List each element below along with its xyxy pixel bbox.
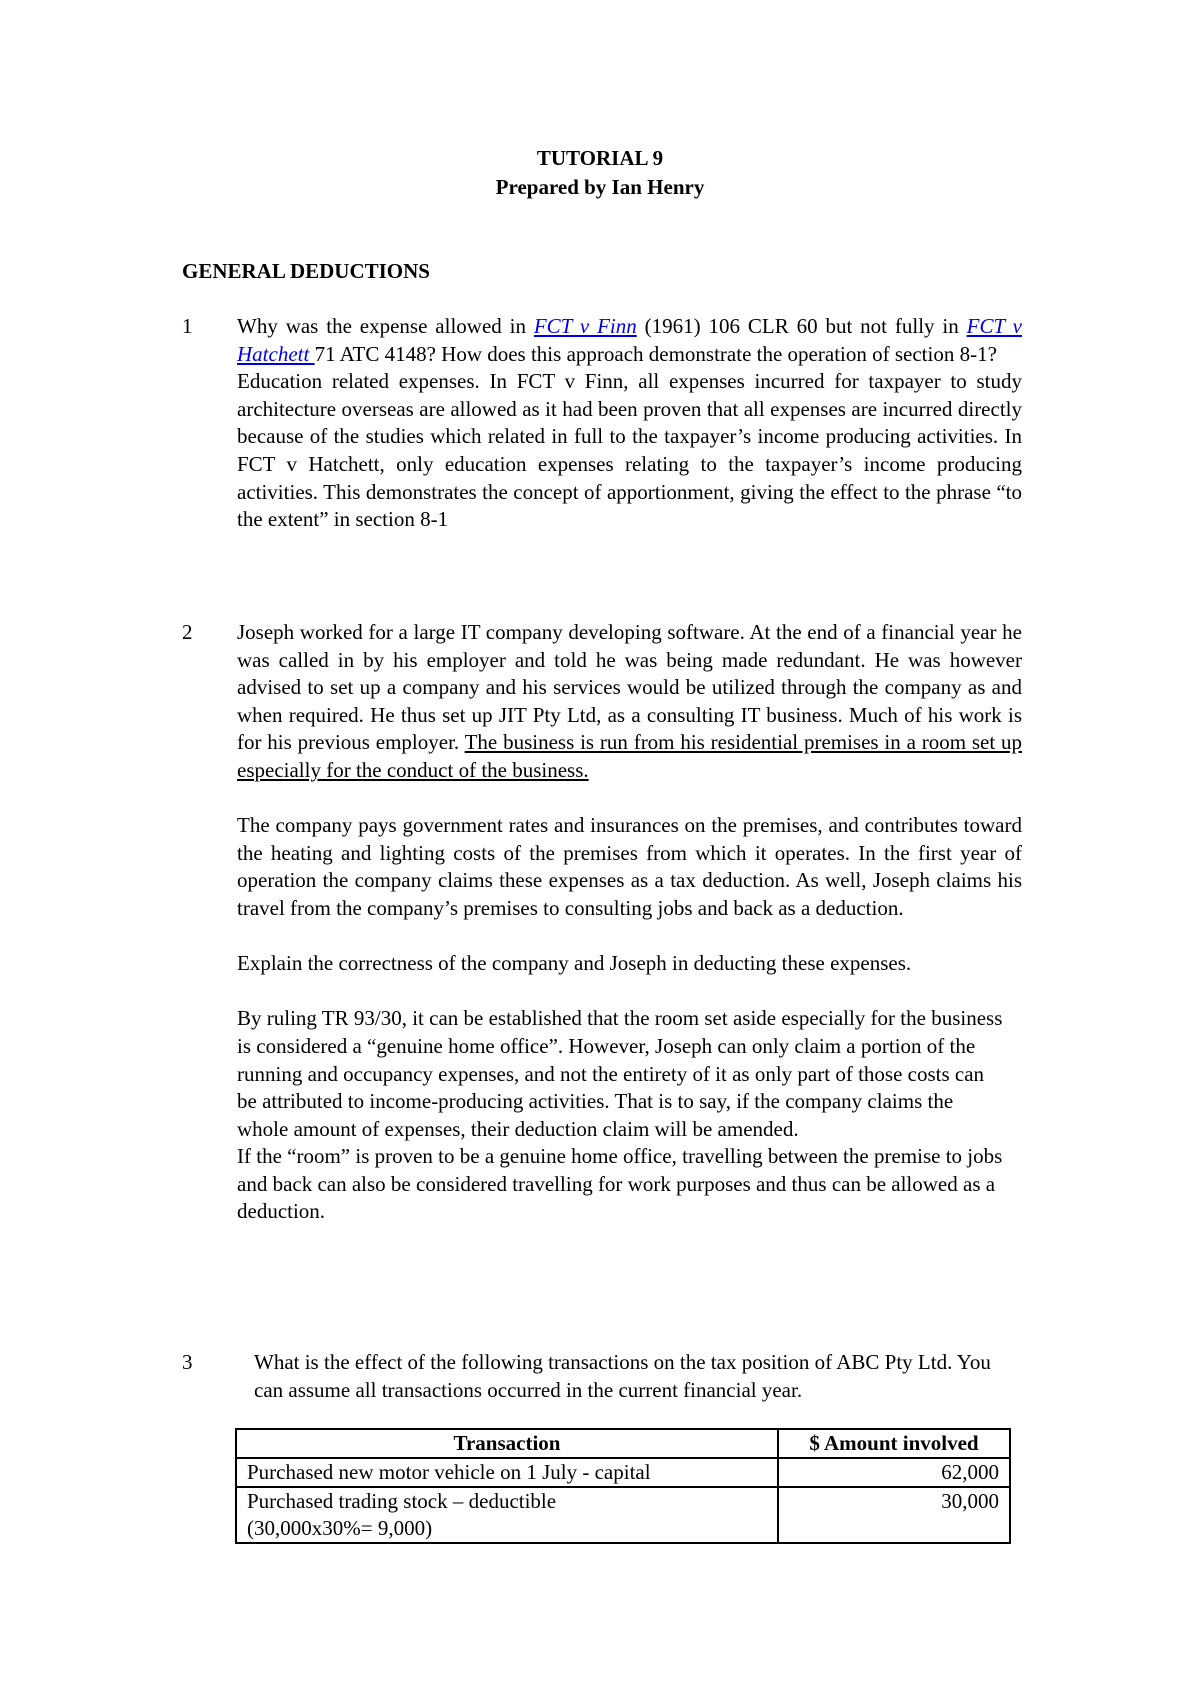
section-heading: GENERAL DEDUCTIONS: [182, 259, 430, 283]
amount-cell: 62,000: [778, 1458, 1010, 1487]
question-2-para-1-underlined: The business is run from his residential premises in a room set up especially for the conduct of the business.: [237, 730, 1022, 782]
question-2-para-1: [237, 619, 1022, 785]
question-2-answer-2: If the “room” is proven to be a genuine home office, travelling between the premise to jobs and back can also be considered travelling for work purposes and thus can be allowed as a deduction.: [237, 1144, 1003, 1224]
transactions-table: [235, 1428, 1011, 1544]
question-1-text: [237, 313, 1022, 368]
transaction-note: (30,000x30%= 9,000): [247, 1516, 433, 1540]
case-link-hatchett[interactable]: FCT v Hatchett: [237, 314, 1022, 366]
transaction-cell: [236, 1487, 778, 1543]
amount-cell: 30,000: [778, 1487, 1010, 1543]
transaction-cell: Purchased new motor vehicle on 1 July - capital: [236, 1458, 778, 1487]
question-1-part1: Why was the expense allowed in: [237, 314, 534, 338]
table-row: [236, 1487, 1010, 1543]
header-transaction: Transaction: [236, 1429, 778, 1458]
question-1-block: [237, 313, 1022, 534]
case-link-finn[interactable]: FCT v Finn: [533, 314, 637, 338]
question-3-text: What is the effect of the following transactions on the tax position of ABC Pty Ltd. You can assume all transactions occurred in the current financial year.: [254, 1350, 991, 1402]
question-3-number: 3: [182, 1350, 193, 1374]
question-2-answer-1: By ruling TR 93/30, it can be established that the room set aside especially for the business is considered a “genuine home office”. However, Joseph can only claim a portion of the running and occupancy expenses, and not the entirety of it as only part of those costs can be attributed to income-producing activities. That is to say, if the company claims the whole amount of expenses, their deduction claim will be amended.: [237, 1006, 1003, 1141]
question-2-para-1-text: Joseph worked for a large IT company developing software. At the end of a financial year he was called in by his employer and told he was being made redundant. He was however advised to set up a company and his services would be utilized through the company as and when required. He thus set up JIT Pty Ltd, as a consulting IT business. Much of his work is for his previous employer.: [237, 620, 1022, 755]
document-subtitle: Prepared by Ian Henry: [495, 175, 705, 199]
table-header-row: [236, 1429, 1010, 1458]
table-row: [236, 1458, 1010, 1487]
document-title: TUTORIAL 9: [536, 146, 664, 170]
question-1-answer: Education related expenses. In FCT v Finn, all expenses incurred for taxpayer to study architecture overseas are allowed as it had been proven that all expenses are incurred directly because of the studies which related in full to the taxpayer’s income producing activities. In FCT v Hatchett, only education expenses relating to the taxpayer’s income producing activities. This demonstrates the concept of apportionment, giving the effect to the phrase “to the extent” in section 8-1: [237, 369, 1022, 532]
header-amount: $ Amount involved: [778, 1429, 1010, 1458]
question-2-para-3: Explain the correctness of the company and Joseph in deducting these expenses.: [237, 951, 912, 976]
question-1-part3: 71 ATC 4148? How does this approach demonstrate the operation of section 8-1?: [314, 341, 997, 366]
question-1-number: 1: [182, 314, 193, 338]
question-2-para-2: The company pays government rates and insurances on the premises, and contributes toward the heating and lighting costs of the premises from which it operates. In the first year of operation the company claims these expenses as a tax deduction. As well, Joseph claims his travel from the company’s premises to consulting jobs and back as a deduction.: [237, 813, 1022, 920]
question-2-number: 2: [182, 620, 193, 644]
transaction-text: Purchased trading stock – deductible: [247, 1489, 557, 1513]
question-2-block: [237, 619, 1022, 1226]
question-1-part2: (1961) 106 CLR 60 but not fully in: [636, 314, 967, 338]
